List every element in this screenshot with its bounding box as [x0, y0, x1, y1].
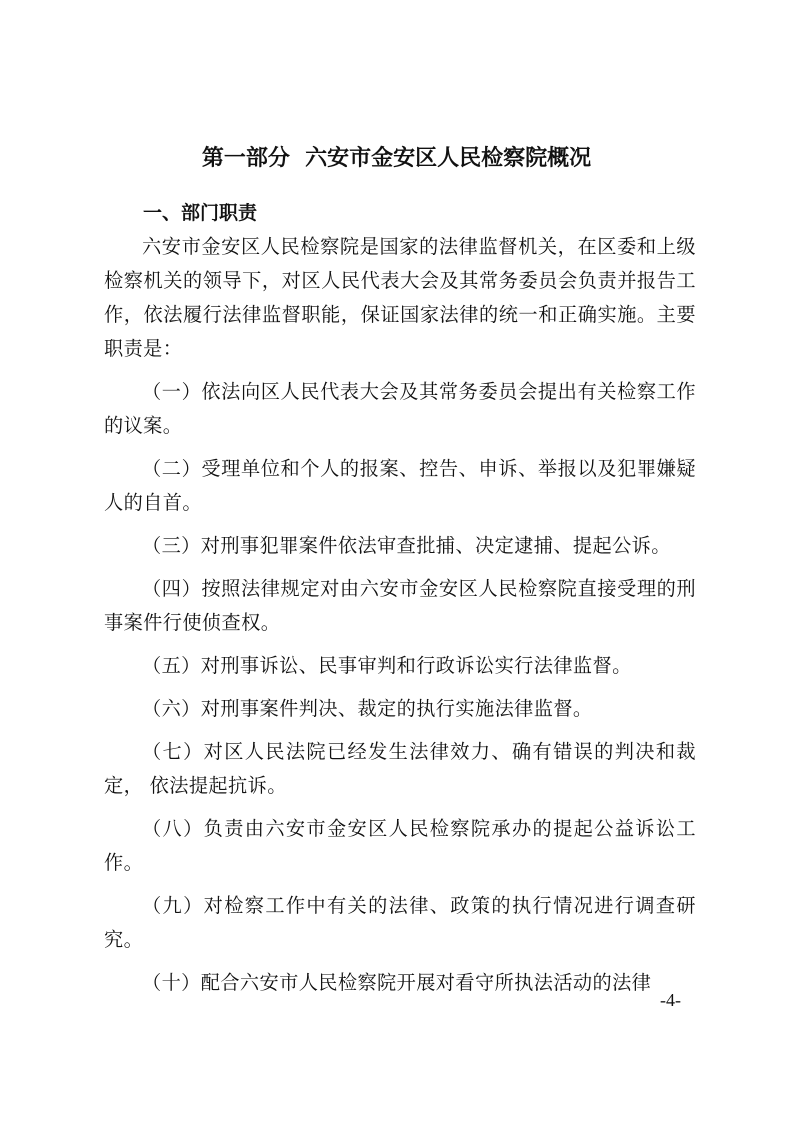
- section-heading: 一、部门职责: [143, 202, 258, 224]
- duty-item-6: （六）对刑事案件判决、裁定的执行实施法律监督。: [142, 697, 593, 720]
- duty-item-3: （三）对刑事犯罪案件依法审查批捕、决定逮捕、提起公诉。: [142, 534, 671, 557]
- duty-item-5: （五）对刑事诉讼、民事审判和行政诉讼实行法律监督。: [142, 654, 632, 677]
- document-body: [104, 230, 696, 1009]
- duty-item-8: （八）负责由六安市金安区人民检察院承办的提起公益诉讼工作。: [104, 817, 696, 874]
- duty-item-7: （七）对区人民法院已经发生法律效力、确有错误的判决和裁定， 依法提起抗诉。: [104, 740, 696, 797]
- duty-item-9: （九）对检察工作中有关的法律、政策的执行情况进行调查研究。: [104, 894, 696, 951]
- duty-item-1: （一）依法向区人民代表大会及其常务委员会提出有关检察工作的议案。: [104, 380, 696, 437]
- page-number: -4-: [660, 990, 681, 1010]
- duty-item-10: （十）配合六安市人民检察院开展对看守所执法活动的法律: [142, 971, 652, 994]
- intro-paragraph: 六安市金安区人民检察院是国家的法律监督机关，在区委和上级检察机关的领导下，对区人民代表大会及其常务委员会负责并报告工作，依法履行法律监督职能，保证国家法律的统一和正确实施。主要职责是：: [104, 235, 696, 360]
- page-title: 第一部分 六安市金安区人民检察院概况: [201, 146, 592, 171]
- duty-item-4: （四）按照法律规定对由六安市金安区人民检察院直接受理的刑事案件行使侦查权。: [104, 577, 696, 634]
- duty-item-2: （二）受理单位和个人的报案、控告、申诉、举报以及犯罪嫌疑人的自首。: [104, 457, 696, 514]
